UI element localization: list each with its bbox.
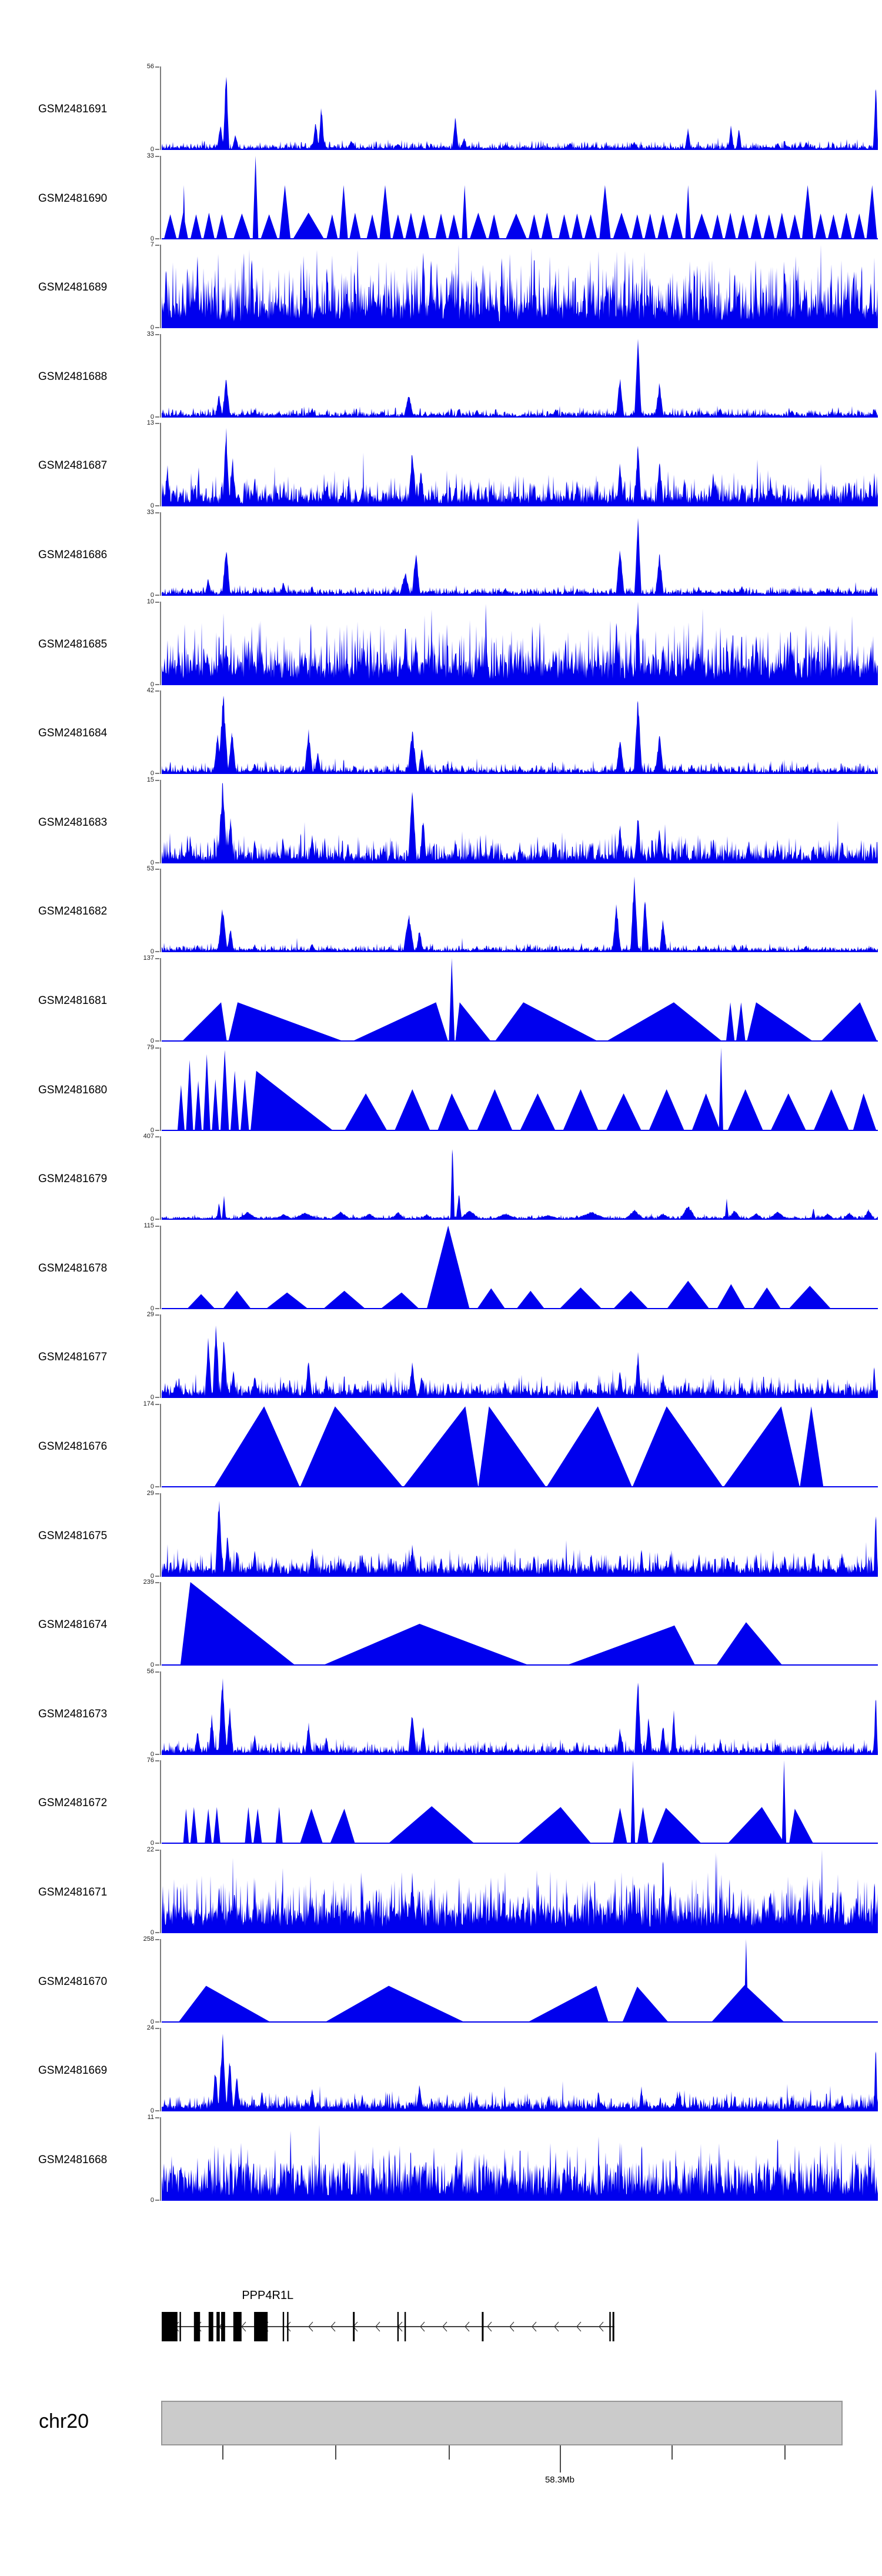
y-axis-line — [160, 423, 161, 506]
y-axis-tick — [155, 512, 159, 513]
track-sample-label: GSM2481680 — [38, 1084, 108, 1096]
coverage-signal-plot — [162, 1582, 878, 1666]
coverage-signal-plot — [162, 602, 878, 685]
track-sample-label: GSM2481676 — [38, 1440, 108, 1453]
y-axis-line — [160, 1314, 161, 1398]
coverage-signal-plot — [162, 1136, 878, 1220]
y-axis-tick — [155, 1404, 159, 1405]
chromosome-label: chr20 — [39, 2410, 89, 2432]
y-axis-tick — [155, 1664, 159, 1666]
y-axis-line — [160, 1939, 161, 2023]
track-sample-label: GSM2481688 — [38, 371, 108, 383]
y-axis-tick — [155, 1582, 159, 1583]
y-axis-zero-label: 0 — [150, 324, 154, 331]
y-axis-tick — [155, 1850, 159, 1851]
y-axis-max-label: 10 — [146, 598, 154, 605]
axis-minor-tick — [671, 2445, 673, 2460]
signal-track — [0, 687, 882, 777]
signal-track — [0, 1133, 882, 1223]
y-axis-tick — [155, 773, 159, 774]
y-axis-zero-label: 0 — [150, 1216, 154, 1223]
y-axis-tick — [155, 602, 159, 603]
track-sample-label: GSM2481681 — [38, 995, 108, 1007]
exon-box — [482, 2312, 483, 2341]
exon-box — [216, 2312, 220, 2341]
y-axis-tick — [155, 1047, 159, 1049]
coverage-signal-plot — [162, 1047, 878, 1131]
y-axis-max-label: 33 — [146, 331, 154, 338]
y-axis-tick — [155, 245, 159, 246]
signal-track — [0, 509, 882, 599]
signal-track — [0, 1400, 882, 1490]
y-axis-zero-label: 0 — [150, 1127, 154, 1134]
y-axis-line — [160, 958, 161, 1042]
signal-track — [0, 1668, 882, 1758]
y-axis-line — [160, 1136, 161, 1220]
track-sample-label: GSM2481672 — [38, 1797, 108, 1809]
signal-track — [0, 1044, 882, 1134]
y-axis-tick — [155, 1136, 159, 1137]
y-axis-max-label: 29 — [146, 1311, 154, 1318]
y-axis-max-label: 53 — [146, 865, 154, 872]
y-axis-max-label: 29 — [146, 1490, 154, 1497]
y-axis-line — [160, 334, 161, 418]
y-axis-max-label: 56 — [146, 63, 154, 70]
track-sample-label: GSM2481683 — [38, 816, 108, 829]
y-axis-zero-label: 0 — [150, 1661, 154, 1669]
y-axis-tick — [155, 334, 159, 335]
y-axis-tick — [155, 156, 159, 157]
y-axis-zero-label: 0 — [150, 502, 154, 509]
signal-track — [0, 241, 882, 331]
y-axis-line — [160, 1582, 161, 1666]
y-axis-tick — [155, 595, 159, 596]
coverage-signal-plot — [162, 334, 878, 418]
track-sample-label: GSM2481685 — [38, 638, 108, 650]
y-axis-tick — [155, 416, 159, 418]
coverage-signal-plot — [162, 1850, 878, 1933]
coverage-signal-plot — [162, 512, 878, 596]
signal-track — [0, 152, 882, 242]
axis-minor-tick — [449, 2445, 450, 2460]
signal-track — [0, 1222, 882, 1312]
y-axis-zero-label: 0 — [150, 859, 154, 866]
y-axis-line — [160, 1047, 161, 1131]
y-axis-max-label: 11 — [147, 2114, 154, 2121]
signal-track — [0, 2114, 882, 2204]
y-axis-tick — [155, 684, 159, 685]
y-axis-line — [160, 66, 161, 150]
y-axis-line — [160, 2028, 161, 2111]
y-axis-tick — [155, 1493, 159, 1494]
y-axis-tick — [155, 1760, 159, 1761]
y-axis-zero-label: 0 — [150, 146, 154, 153]
y-axis-tick — [155, 423, 159, 424]
y-axis-tick — [155, 1754, 159, 1755]
y-axis-tick — [155, 327, 159, 328]
y-axis-zero-label: 0 — [150, 948, 154, 955]
coverage-signal-plot — [162, 1493, 878, 1577]
signal-track — [0, 865, 882, 955]
y-axis-max-label: 239 — [143, 1579, 154, 1586]
track-sample-label: GSM2481670 — [38, 1976, 108, 1988]
track-sample-label: GSM2481674 — [38, 1619, 108, 1631]
coverage-signal-plot — [162, 1939, 878, 2023]
y-axis-tick — [155, 1576, 159, 1577]
track-sample-label: GSM2481679 — [38, 1173, 108, 1185]
coverage-signal-plot — [162, 869, 878, 952]
y-axis-tick — [155, 1397, 159, 1398]
y-axis-zero-label: 0 — [150, 2107, 154, 2114]
track-sample-label: GSM2481671 — [38, 1886, 108, 1898]
track-sample-label: GSM2481690 — [38, 192, 108, 205]
coverage-signal-plot — [162, 2117, 878, 2201]
genome-axis-position-label: 58.3Mb — [544, 2475, 575, 2485]
exon-box — [209, 2312, 213, 2341]
signal-track — [0, 1757, 882, 1847]
exon-box — [353, 2312, 355, 2341]
signal-track — [0, 63, 882, 153]
signal-track — [0, 776, 882, 866]
y-axis-line — [160, 1760, 161, 1844]
y-axis-zero-label: 0 — [150, 1929, 154, 1936]
y-axis-max-label: 258 — [143, 1936, 154, 1943]
exon-box — [179, 2312, 181, 2341]
track-sample-label: GSM2481689 — [38, 281, 108, 293]
y-axis-zero-label: 0 — [150, 592, 154, 599]
y-axis-zero-label: 0 — [150, 1840, 154, 1847]
y-axis-line — [160, 156, 161, 239]
track-sample-label: GSM2481675 — [38, 1530, 108, 1542]
signal-track — [0, 2024, 882, 2114]
track-sample-label: GSM2481686 — [38, 549, 108, 561]
y-axis-tick — [155, 1932, 159, 1933]
coverage-signal-plot — [162, 245, 878, 328]
y-axis-max-label: 407 — [143, 1133, 154, 1140]
y-axis-tick — [155, 2200, 159, 2201]
y-axis-line — [160, 780, 161, 863]
y-axis-tick — [155, 1939, 159, 1940]
y-axis-zero-label: 0 — [150, 681, 154, 688]
gene-model-track — [162, 2311, 878, 2342]
track-sample-label: GSM2481678 — [38, 1262, 108, 1274]
track-sample-label: GSM2481673 — [38, 1708, 108, 1720]
exon-box — [194, 2312, 200, 2341]
y-axis-tick — [155, 780, 159, 781]
signal-track — [0, 955, 882, 1045]
signal-track — [0, 1936, 882, 2026]
y-axis-tick — [155, 2021, 159, 2023]
y-axis-tick — [155, 690, 159, 692]
y-axis-tick — [155, 1486, 159, 1487]
coverage-signal-plot — [162, 156, 878, 239]
track-sample-label: GSM2481668 — [38, 2154, 108, 2166]
y-axis-max-label: 33 — [146, 509, 154, 516]
exon-box — [283, 2312, 284, 2341]
coverage-signal-plot — [162, 66, 878, 150]
y-axis-line — [160, 1226, 161, 1309]
coverage-signal-plot — [162, 690, 878, 774]
coverage-signal-plot — [162, 1226, 878, 1309]
y-axis-tick — [155, 862, 159, 863]
y-axis-max-label: 115 — [143, 1222, 154, 1229]
y-axis-max-label: 56 — [146, 1668, 154, 1675]
y-axis-max-label: 42 — [146, 687, 154, 694]
signal-track — [0, 1311, 882, 1401]
y-axis-line — [160, 245, 161, 328]
y-axis-line — [160, 690, 161, 774]
y-axis-tick — [155, 1130, 159, 1131]
y-axis-tick — [155, 2117, 159, 2118]
exon-box — [287, 2312, 288, 2341]
exon-box — [162, 2312, 178, 2341]
y-axis-tick — [155, 1226, 159, 1227]
y-axis-tick — [155, 1040, 159, 1042]
track-sample-label: GSM2481669 — [38, 2064, 108, 2077]
coverage-signal-plot — [162, 423, 878, 506]
y-axis-tick — [155, 149, 159, 150]
y-axis-line — [160, 602, 161, 685]
coverage-signal-plot — [162, 958, 878, 1042]
y-axis-zero-label: 0 — [150, 770, 154, 777]
y-axis-max-label: 22 — [146, 1846, 154, 1853]
track-sample-label: GSM2481684 — [38, 727, 108, 739]
exon-box — [233, 2312, 242, 2341]
y-axis-max-label: 174 — [143, 1400, 154, 1407]
y-axis-tick — [155, 66, 159, 68]
coverage-signal-plot — [162, 1671, 878, 1755]
y-axis-max-label: 76 — [146, 1757, 154, 1764]
y-axis-tick — [155, 1843, 159, 1844]
coverage-signal-plot — [162, 1314, 878, 1398]
axis-minor-tick — [222, 2445, 223, 2460]
exon-box — [254, 2312, 268, 2341]
y-axis-zero-label: 0 — [150, 1305, 154, 1312]
exon-box — [405, 2312, 406, 2341]
y-axis-line — [160, 2117, 161, 2201]
signal-track — [0, 1846, 882, 1936]
y-axis-zero-label: 0 — [150, 1483, 154, 1490]
y-axis-line — [160, 1850, 161, 1933]
y-axis-tick — [155, 1671, 159, 1673]
y-axis-max-label: 13 — [146, 419, 154, 426]
y-axis-line — [160, 1493, 161, 1577]
axis-minor-tick — [784, 2445, 786, 2460]
exon-box — [221, 2312, 225, 2341]
y-axis-tick — [155, 2028, 159, 2029]
y-axis-tick — [155, 505, 159, 506]
y-axis-max-label: 33 — [146, 152, 154, 159]
y-axis-zero-label: 0 — [150, 1037, 154, 1045]
y-axis-tick — [155, 951, 159, 952]
y-axis-max-label: 7 — [150, 241, 154, 248]
y-axis-zero-label: 0 — [150, 2197, 154, 2204]
y-axis-tick — [155, 2110, 159, 2111]
y-axis-max-label: 24 — [146, 2024, 154, 2031]
y-axis-tick — [155, 869, 159, 870]
signal-track — [0, 1579, 882, 1669]
y-axis-line — [160, 1404, 161, 1487]
axis-major-tick — [560, 2445, 561, 2472]
y-axis-tick — [155, 1308, 159, 1309]
track-sample-label: GSM2481682 — [38, 905, 108, 917]
y-axis-line — [160, 869, 161, 952]
signal-track — [0, 419, 882, 509]
y-axis-zero-label: 0 — [150, 235, 154, 242]
exon-box — [613, 2312, 614, 2341]
exon-box — [397, 2312, 399, 2341]
y-axis-max-label: 15 — [146, 776, 154, 783]
y-axis-tick — [155, 1314, 159, 1316]
y-axis-zero-label: 0 — [150, 1573, 154, 1580]
y-axis-max-label: 137 — [143, 955, 154, 962]
track-sample-label: GSM2481687 — [38, 459, 108, 472]
axis-minor-tick — [335, 2445, 336, 2460]
y-axis-zero-label: 0 — [150, 413, 154, 421]
y-axis-tick — [155, 238, 159, 239]
coverage-signal-plot — [162, 780, 878, 863]
coverage-signal-plot — [162, 2028, 878, 2111]
signal-track — [0, 1490, 882, 1580]
y-axis-line — [160, 1671, 161, 1755]
y-axis-tick — [155, 1219, 159, 1220]
exon-box — [609, 2312, 610, 2341]
signal-track — [0, 331, 882, 421]
y-axis-zero-label: 0 — [150, 1751, 154, 1758]
track-sample-label: GSM2481677 — [38, 1351, 108, 1363]
track-sample-label: GSM2481691 — [38, 103, 108, 115]
signal-track — [0, 598, 882, 688]
y-axis-tick — [155, 958, 159, 959]
y-axis-line — [160, 512, 161, 596]
y-axis-zero-label: 0 — [150, 1394, 154, 1401]
y-axis-max-label: 79 — [146, 1044, 154, 1051]
coverage-signal-plot — [162, 1404, 878, 1487]
chromosome-ideogram-bar — [161, 2401, 843, 2445]
gene-symbol-label: PPP4R1L — [242, 2289, 294, 2302]
coverage-signal-plot — [162, 1760, 878, 1844]
y-axis-zero-label: 0 — [150, 2018, 154, 2026]
